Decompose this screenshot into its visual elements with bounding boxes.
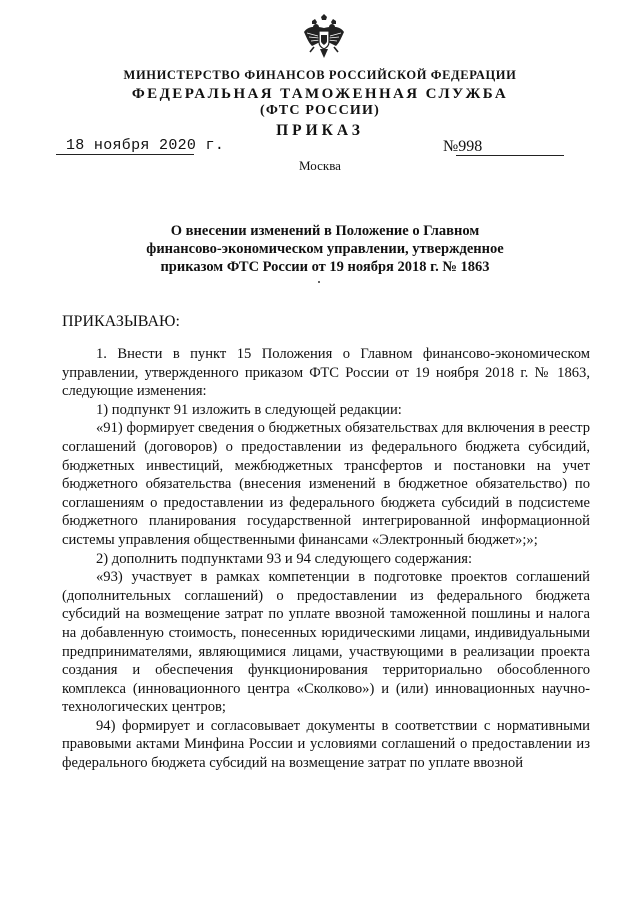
paragraph: 94) формирует и согласовывает документы в соответствии с нормативными правовыми актами Минфина России и условиями соглашений о предоставлении из федерального бюджета субсидий на возмещение затрат по уплате ввозной — [62, 717, 590, 772]
date-underline — [56, 154, 194, 155]
service-name: ФЕДЕРАЛЬНАЯ ТАМОЖЕННАЯ СЛУЖБА — [131, 86, 509, 102]
coat-of-arms-emblem — [302, 14, 346, 60]
order-date: 18 ноября 2020 г. — [66, 137, 225, 154]
city: Москва — [299, 158, 341, 173]
title-line: финансово-экономическом управлении, утвержденное — [146, 241, 504, 257]
paragraph: 1. Внести в пункт 15 Положения о Главном финансово-экономическом управлении, утвержденного приказом ФТС России от 19 ноября 2018 г. № 1863, следующие изменения: — [62, 346, 590, 400]
title-line: приказом ФТС России от 19 ноября 2018 г. № 1863 — [160, 259, 490, 275]
stray-dot — [318, 281, 320, 283]
document-type: ПРИКАЗ — [276, 122, 364, 139]
paragraph: 1) подпункт 91 изложить в следующей редакции: — [96, 401, 402, 418]
service-short-name: (ФТС РОССИИ) — [260, 103, 380, 118]
order-word: ПРИКАЗЫВАЮ: — [62, 313, 180, 330]
title-line: О внесении изменений в Положение о Главном — [170, 223, 480, 239]
document-body — [62, 345, 590, 773]
paragraph: «91) формирует сведения о бюджетных обязательствах для включения в реестр соглашений (договоров) о предоставлении из федерального бюджета субсидий, бюджетных инвестиций, межбюджетных трансфертов и постановки на учет бюджетного обязательства (внесения изменений в бюджетное обязательство) по соглашениям о предоставлении из федерального бюджета субсидий в подсистеме бюджетного планирования государственной интегрированной информационной системы управления общественными финансами «Электронный бюджет»;»; — [62, 420, 590, 548]
order-number: №998 — [443, 138, 483, 155]
document-title — [110, 222, 540, 276]
paragraph: «93) участвует в рамках компетенции в подготовке проектов соглашений (дополнительных соглашений) о предоставлении из федерального бюджета субсидий на возмещение затрат по уплате ввозной таможенной пошлины и налога на добавленную стоимость, понесенных юридическими лицами, индивидуальными предпринимателями, являющимися лицами, участвующими в реализации проекта создания и обеспечения функционирования территориально обособленного комплекса (инновационного центра «Сколково») и (или) инновационных научно-технологических центров; — [62, 569, 590, 716]
paragraph: 2) дополнить подпунктами 93 и 94 следующего содержания: — [96, 550, 473, 567]
ministry-name: МИНИСТЕРСТВО ФИНАНСОВ РОССИЙСКОЙ ФЕДЕРАЦИИ — [123, 68, 517, 82]
number-underline — [456, 155, 564, 156]
